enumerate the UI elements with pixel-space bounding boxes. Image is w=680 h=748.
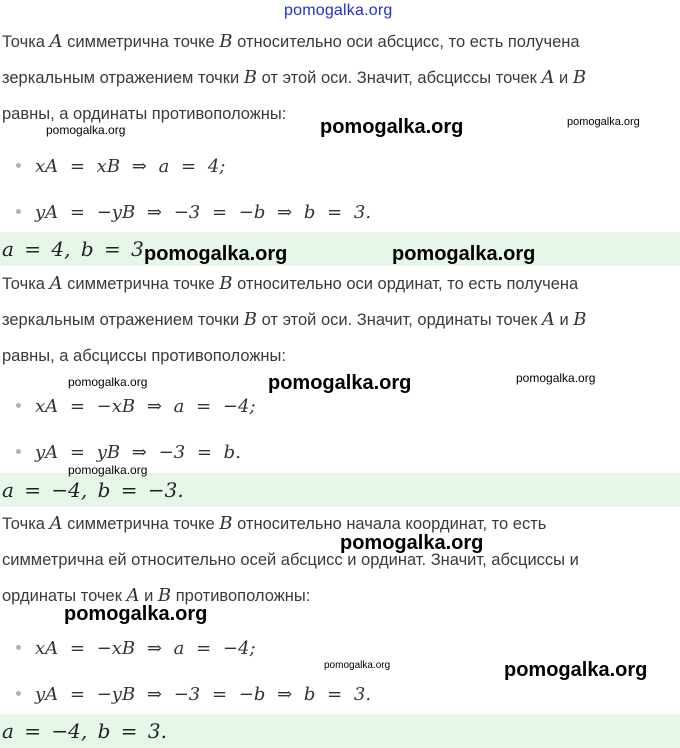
explanation-paragraph-3: Точка A симметрична точке B относительно начала координат, то есть симметрична ей относительно осей абсцисс и ординат. Значит, абсциссы и ординаты точек A и B противоположны: [2,513,579,606]
explanation-paragraph-2: Точка A симметрична точке B относительно оси ординат, то есть получена зеркальным отражением точки B от этой оси. Значит, ординаты точек A и B равны, а абсциссы противоположны: [2,273,587,365]
list-item: yA = yB ⇒ −3 = b. [16,442,241,463]
watermark: pomogalka.org [68,375,148,389]
list-item: xA = xB ⇒ a = 4; [16,156,225,177]
bullet-icon [16,209,21,214]
bullet-icon [16,691,21,696]
list-item: xA = −xB ⇒ a = −4; [16,396,256,417]
watermark: pomogalka.org [567,116,640,128]
watermark: pomogalka.org [268,372,412,394]
watermark: pomogalka.org [324,660,391,671]
answer-box: a = 4, b = 3. [0,232,680,266]
watermark: pomogalka.org [64,603,208,625]
bullet-icon [16,403,21,408]
watermark: pomogalka.org [516,371,596,385]
bullet-icon [16,645,21,650]
watermark: pomogalka.org [320,116,464,138]
list-item: xA = −xB ⇒ a = −4; [16,638,256,659]
watermark: pomogalka.org [392,243,536,265]
watermark: pomogalka.org [68,463,148,477]
list-item: yA = −yB ⇒ −3 = −b ⇒ b = 3. [16,684,371,705]
list-item: yA = −yB ⇒ −3 = −b ⇒ b = 3. [16,202,371,223]
watermark: pomogalka.org [504,659,648,681]
watermark: pomogalka.org [340,532,484,554]
watermark: pomogalka.org [46,123,126,137]
answer-box: a = −4, b = 3. [0,714,680,748]
answer-box: a = −4, b = −3. [0,473,680,507]
explanation-paragraph-1: Точка A симметрична точке B относительно оси абсцисс, то есть получена зеркальным отражением точки B от этой оси. Значит, абсциссы точек A и B равны, а ординаты противоположны: [2,31,587,123]
watermark-link[interactable]: pomogalka.org [284,2,393,19]
bullet-icon [16,163,21,168]
watermark: pomogalka.org [144,243,288,265]
bullet-icon [16,449,21,454]
